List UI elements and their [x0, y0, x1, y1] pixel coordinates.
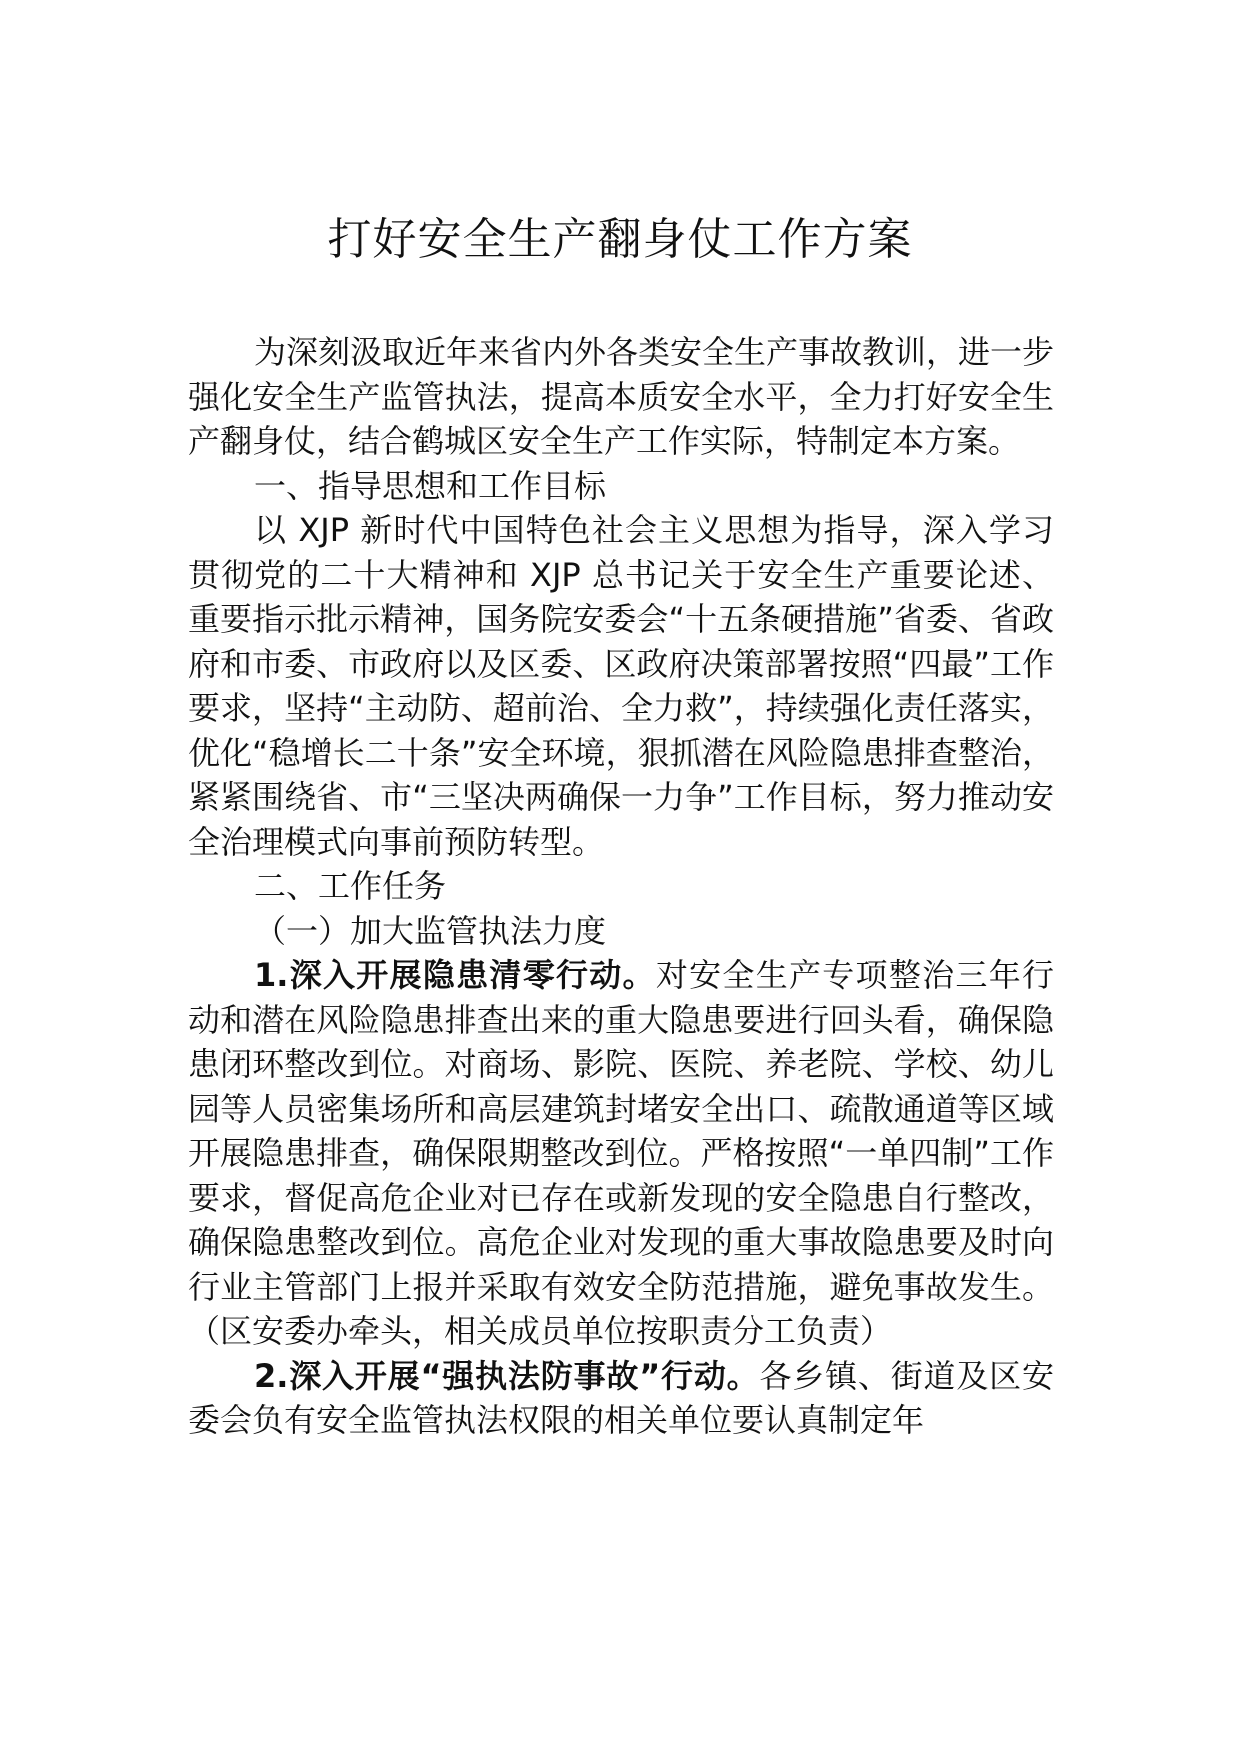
- task-item-2: [188, 1354, 1054, 1443]
- task-item-1-text: 对安全生产专项整治三年行动和潜在风险隐患排查出来的重大隐患要进行回头看，确保隐患闭环整改到位。对商场、影院、医院、养老院、学校、幼儿园等人员密集场所和高层建筑封堵安全出口、疏散通道等区域开展隐患排查，确保限期整改到位。严格按照“一单四制”工作要求，督促高危企业对已存在或新发现的安全隐患自行整改，确保隐患整改到位。高危企业对发现的重大事故隐患要及时向行业主管部门上报并采取有效安全防范措施，避免事故发生。（区安委办牵头，相关成员单位按职责分工负责）: [188, 956, 1054, 1350]
- guiding-ideology-paragraph: 以 XJP 新时代中国特色社会主义思想为指导，深入学习贯彻党的二十大精神和 XJP 总书记关于安全生产重要论述、重要指示批示精神，国务院安委会“十五条硬措施”省委、省政府和市委、市政府以及区委、区政府决策部署按照“四最”工作要求，坚持“主动防、超前治、全力救”，持续强化责任落实，优化“稳增长二十条”安全环境，狠抓潜在风险隐患排查整治，紧紧围绕省、市“三坚决两确保一力争”工作目标，努力推动安全治理模式向事前预防转型。: [188, 511, 1054, 861]
- document-title: 打好安全生产翻身仗工作方案: [327, 214, 913, 265]
- subsection-heading-enforcement: （一）加大监管执法力度: [254, 911, 607, 950]
- document-body: [188, 330, 1054, 1443]
- intro-paragraph: 为深刻汲取近年来省内外各类安全生产事故教训，进一步强化安全生产监管执法，提高本质安全水平，全力打好安全生产翻身仗，结合鹤城区安全生产工作实际，特制定本方案。: [188, 333, 1055, 460]
- task-item-2-lead: 2.深入开展“强执法防事故”行动。: [254, 1356, 760, 1395]
- task-item-1-lead: 1.深入开展隐患清零行动。: [254, 956, 656, 994]
- task-item-2-text: 各乡镇、街道及区安委会负有安全监管执法权限的相关单位要认真制定年: [188, 1356, 1054, 1439]
- section-heading-guiding-ideology: 一、指导思想和工作目标: [254, 466, 607, 505]
- task-item-1: [188, 953, 1054, 1354]
- section-heading-tasks: 二、工作任务: [254, 867, 447, 905]
